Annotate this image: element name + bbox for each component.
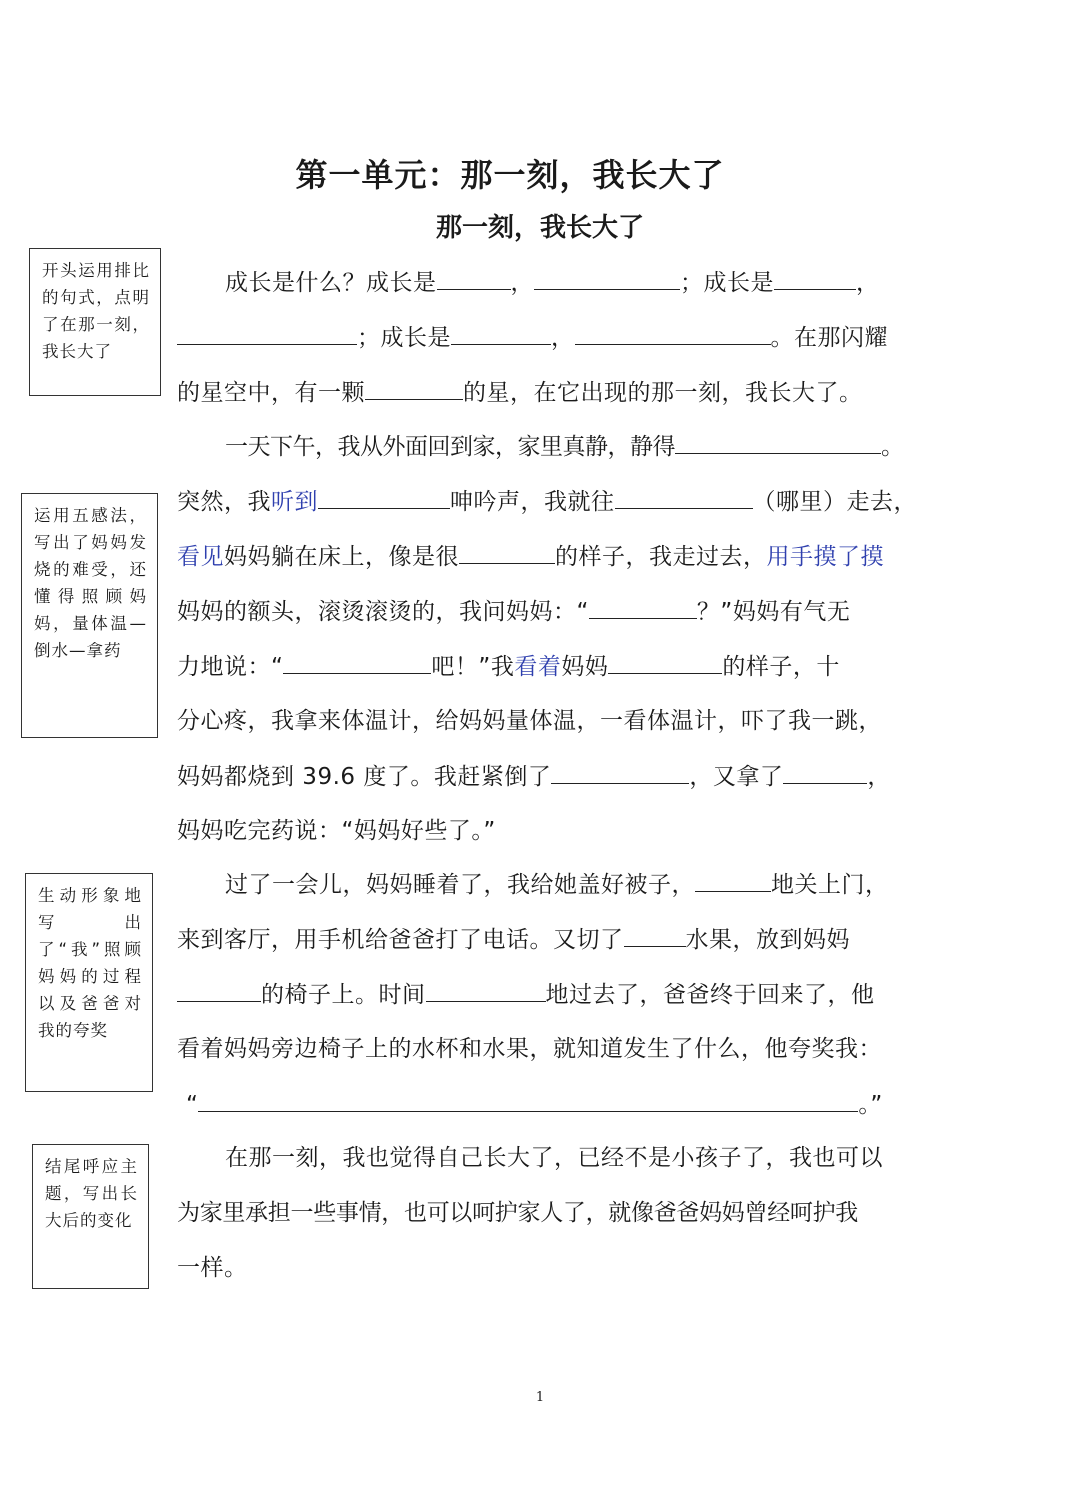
text: ？”妈妈有气无 [696, 599, 851, 625]
text: 一样。 [177, 1255, 248, 1281]
fill-blank[interactable] [675, 431, 881, 454]
fill-blank[interactable] [437, 267, 511, 290]
text: 妈妈躺在床上，像是很 [224, 544, 459, 570]
fill-blank[interactable] [177, 979, 261, 1002]
fill-blank[interactable] [198, 1089, 858, 1112]
fill-blank[interactable] [177, 322, 357, 345]
highlight-look: 看着 [514, 654, 562, 680]
side-note-process: 生动形象地写出了“我”照顾妈妈的过程以及爸爸对我的夸奖 [25, 873, 153, 1092]
fill-blank[interactable] [451, 322, 551, 345]
text: 来到客厅，用手机给爸爸打了电话。又切了 [177, 927, 624, 953]
fill-blank[interactable] [426, 979, 546, 1002]
fill-blank[interactable] [575, 322, 771, 345]
text: ；成长是 [357, 325, 451, 351]
p3-line-4 [177, 1034, 882, 1064]
fill-blank[interactable] [783, 761, 867, 784]
fill-blank[interactable] [534, 267, 680, 290]
fill-blank[interactable] [774, 267, 856, 290]
fill-blank[interactable] [615, 486, 753, 509]
side-note-opening: 开头运用排比的句式，点明了在那一刻，我长大了 [29, 248, 161, 396]
text: 的椅子上。时间 [261, 982, 426, 1008]
fill-blank[interactable] [589, 596, 697, 619]
text: 的样子，我走过去， [555, 544, 767, 570]
p4-line-3 [177, 1253, 248, 1283]
highlight-listen: 听到 [271, 489, 318, 515]
text: 过了一会儿，妈妈睡着了，我给她盖好被子， [225, 872, 695, 898]
unit-title: 第一单元：那一刻，我长大了 [295, 156, 725, 194]
p2-line-1 [225, 431, 905, 462]
text: ， [510, 270, 534, 296]
text: ， [856, 270, 880, 296]
text: 一天下午，我从外面回到家，家里真静，静得 [225, 434, 675, 460]
fill-blank[interactable] [695, 869, 771, 892]
text: 妈妈吃完药说：“妈妈好些了。” [177, 818, 496, 844]
text: ，又拿了 [689, 764, 784, 790]
p3-line-2 [177, 924, 850, 955]
text: 为家里承担一些事情，也可以呵护家人了，就像爸爸妈妈曾经呵护我 [177, 1200, 859, 1226]
text: 的样子，十 [722, 654, 840, 680]
fill-blank[interactable] [608, 651, 722, 674]
p2-line-5 [177, 651, 840, 682]
text: ；成长是 [680, 270, 774, 296]
text: 地关上门， [771, 872, 889, 898]
text: 的星，在它出现的那一刻，我长大了。 [463, 380, 863, 406]
text: 成长是什么？成长是 [225, 270, 437, 296]
fill-blank[interactable] [283, 651, 431, 674]
text: （哪里）走去， [752, 489, 917, 515]
text: ， [551, 325, 575, 351]
text: 看着妈妈旁边椅子上的水杯和水果，就知道发生了什么，他夸奖我： [177, 1036, 882, 1062]
text: 。 [881, 434, 905, 460]
p2-line-4 [177, 596, 850, 627]
p2-line-3 [177, 541, 884, 572]
p1-line-2 [177, 322, 888, 353]
p2-line-7 [177, 761, 891, 792]
text: 力地说：“ [177, 654, 284, 680]
text: 妈妈的额头，滚烫滚烫的，我问妈妈：“ [177, 599, 589, 625]
p3-line-1 [225, 869, 889, 900]
text: 。” [858, 1092, 883, 1118]
p2-line-8 [177, 816, 496, 846]
text: 水果，放到妈妈 [685, 927, 850, 953]
essay-title: 那一刻，我长大了 [435, 213, 644, 243]
p4-line-2 [177, 1198, 858, 1228]
page-number: 1 [535, 1390, 545, 1405]
text: 分心疼，我拿来体温计，给妈妈量体温，一看体温计，吓了我一跳， [177, 708, 882, 734]
highlight-touch: 用手摸了摸 [766, 544, 884, 570]
text: 吧！”我 [431, 654, 515, 680]
text: 突然，我 [177, 489, 271, 515]
text: 地过去了，爸爸终于回来了，他 [545, 982, 875, 1008]
p1-line-3 [177, 377, 863, 408]
text: 的星空中，有一颗 [177, 380, 365, 406]
side-note-ending: 结尾呼应主题，写出长大后的变化 [32, 1144, 149, 1289]
text: 在那一刻，我也觉得自己长大了，已经不是小孩子了，我也可以 [225, 1145, 883, 1171]
side-note-five-senses: 运用五感法，写出了妈妈发烧的难受，还懂得照顾妈妈，量体温—倒水—拿药 [21, 493, 158, 738]
text: ， [867, 764, 891, 790]
p2-line-6 [177, 706, 882, 736]
fill-blank[interactable] [459, 541, 555, 564]
text: 妈妈都烧到 39.6 度了。我赶紧倒了 [177, 764, 552, 790]
fill-blank[interactable] [365, 377, 463, 400]
p1-line-1 [225, 267, 880, 298]
fill-blank[interactable] [551, 761, 689, 784]
text: 。在那闪耀 [770, 325, 888, 351]
fill-blank[interactable] [318, 486, 450, 509]
p3-line-3 [177, 979, 875, 1010]
text: 妈妈 [561, 654, 609, 680]
highlight-see: 看见 [177, 544, 224, 570]
p2-line-2 [177, 486, 917, 517]
p4-line-1 [225, 1143, 883, 1173]
fill-blank[interactable] [624, 924, 686, 947]
text: 呻吟声，我就往 [450, 489, 615, 515]
text: “ [186, 1092, 199, 1118]
p3-line-5 [186, 1089, 883, 1120]
